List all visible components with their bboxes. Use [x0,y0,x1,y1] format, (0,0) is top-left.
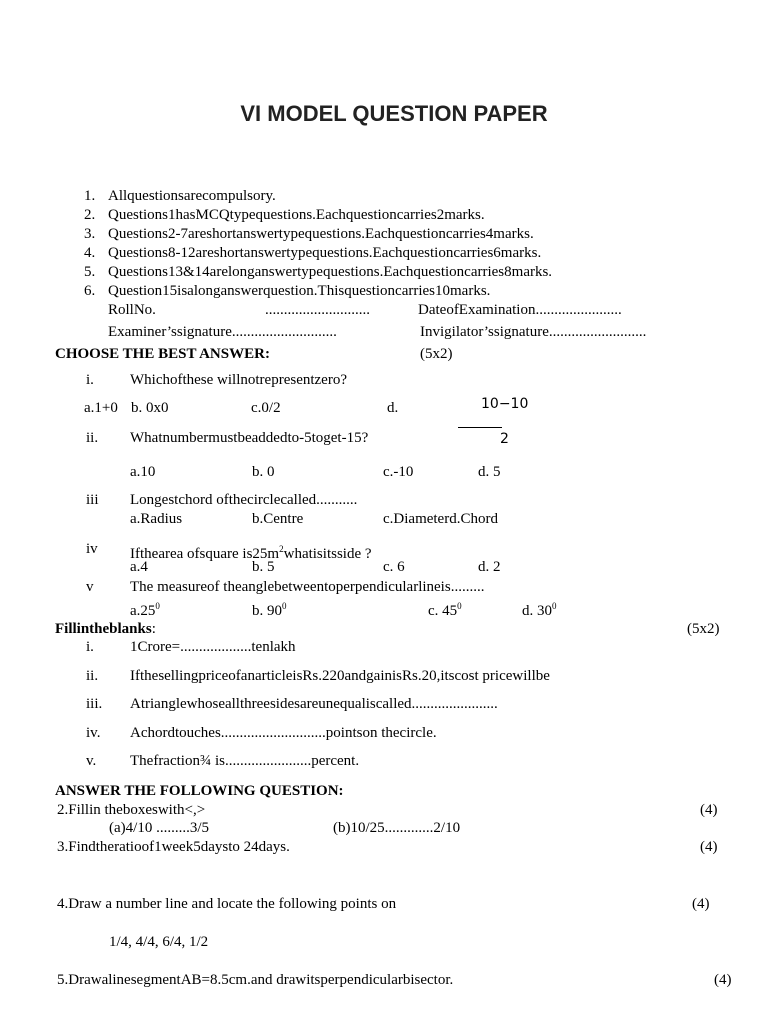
instruction-text: Questions1hasMCQtypequestions.Eachquestioncarries2marks. [108,207,485,223]
question-text: 4.Draw a number line and locate the following points on [57,896,397,912]
section-marks: (5x2) [687,621,720,637]
question-number: iii [86,492,99,508]
section-heading-answer: ANSWER THE FOLLOWING QUESTION: [55,783,344,799]
question-text: Thefraction¾ is.......................percent. [130,753,360,769]
option-d [522,597,557,620]
roll-no-label: RollNo. [108,302,156,318]
question-marks: (4) [700,802,718,818]
question-text: Whatnumbermustbeaddedto-5toget-15? [130,430,369,446]
option-d: d. 5 [478,464,501,480]
instruction-text: Allquestionsarecompulsory. [108,188,276,204]
option-value: b. 90 [252,603,282,619]
question-text-part: Ifthearea ofsquare is25m [130,546,280,562]
option-b: b. 0 [252,464,275,480]
option-c: c.-10 [383,464,414,480]
question-marks: (4) [692,896,710,912]
question-text: IfthesellingpriceofanarticleisRs.220andgainisRs.20,itscost pricewillbe [130,668,550,684]
instruction-text: Question15isalonganswerquestion.Thisquestioncarries10marks. [108,283,491,299]
instruction-text: Questions13&14arelonganswertypequestions.Eachquestioncarries8marks. [108,264,553,280]
sub-question-b: (b)10/25.............2/10 [333,820,461,836]
option-a: a.Radius [130,511,183,527]
option-a: a.4 [130,559,148,575]
degree-mark: 0 [457,601,462,611]
section-heading-colon: : [151,621,156,637]
degree-mark: 0 [282,601,287,611]
option-b [252,597,287,620]
instruction-number: 6. [84,283,96,299]
section-marks: (5x2) [420,346,453,362]
section-heading-text: Fillintheblanks [55,621,152,637]
option-d: d. [387,400,399,416]
option-c-d: c.Diameterd.Chord [383,511,498,527]
question-number: iv. [86,725,101,741]
instruction-text: Questions2-7areshortanswertypequestions.Eachquestioncarries4marks. [108,226,534,242]
question-number: v [86,579,94,595]
option-b: b.Centre [252,511,304,527]
points-list: 1/4, 4/4, 6/4, 1/2 [109,934,209,950]
question-text: 3.Findtheratioof1week5daysto 24days. [57,839,290,855]
fraction-numerator: 10−10 [481,396,529,412]
option-a [130,597,160,620]
question-text: 1Crore=...................tenlakh [130,639,296,655]
question-text: Longestchord ofthecirclecalled........... [130,492,358,508]
degree-mark: 0 [552,601,557,611]
section-heading-mcq: CHOOSE THE BEST ANSWER: [55,346,270,362]
question-marks: (4) [714,972,732,988]
option-b: b. 0x0 [131,400,169,416]
question-text: Whichofthese willnotrepresentzero? [130,372,347,388]
section-heading-fill-blanks [55,620,156,638]
superscript: 2 [279,544,284,554]
instruction-number: 4. [84,245,96,261]
roll-no-blank: ............................ [265,302,370,318]
option-value: a.25 [130,603,156,619]
option-b: b. 5 [252,559,275,575]
date-of-examination: DateofExamination....................... [418,302,622,318]
instruction-text: Questions8-12areshortanswertypequestions.Eachquestioncarries6marks. [108,245,542,261]
page-title: VI MODEL QUESTION PAPER [240,101,548,126]
question-text: The measureof theanglebetweentoperpendicularlineis......... [130,579,485,595]
invigilator-signature: Invigilator’ssignature.......................... [420,324,647,340]
question-number: ii. [86,668,99,684]
question-text: 2.Fillin theboxeswith<,> [57,802,206,818]
question-text-part: whatisitsside ? [283,546,372,562]
instruction-number: 2. [84,207,96,223]
question-marks: (4) [700,839,718,855]
instruction-number: 3. [84,226,96,242]
option-a: a.10 [130,464,156,480]
question-number: i. [86,372,94,388]
option-value: d. 30 [522,603,552,619]
question-number: iv [86,541,98,557]
option-value: c. 45 [428,603,458,619]
option-d: d. 2 [478,559,501,575]
option-c: c.0/2 [251,400,281,416]
question-number: ii. [86,430,99,446]
fraction-bar [458,427,502,428]
fraction-denominator: 2 [500,431,509,447]
instruction-number: 1. [84,188,96,204]
question-text: Atrianglewhoseallthreesidesareunequaliscalled....................... [130,696,498,712]
examiner-signature: Examiner’ssignature............................ [108,324,337,340]
question-number: v. [86,753,97,769]
instruction-number: 5. [84,264,96,280]
question-number: i. [86,639,94,655]
option-c [428,597,462,620]
sub-question-a: (a)4/10 .........3/5 [109,820,209,836]
question-text: Achordtouches............................pointson thecircle. [130,725,437,741]
option-a: a.1+0 [84,400,118,416]
question-text: 5.DrawalinesegmentAB=8.5cm.and drawitsperpendicularbisector. [57,972,454,988]
degree-mark: 0 [155,601,160,611]
question-number: iii. [86,696,103,712]
option-c: c. 6 [383,559,405,575]
question-text [130,540,372,563]
